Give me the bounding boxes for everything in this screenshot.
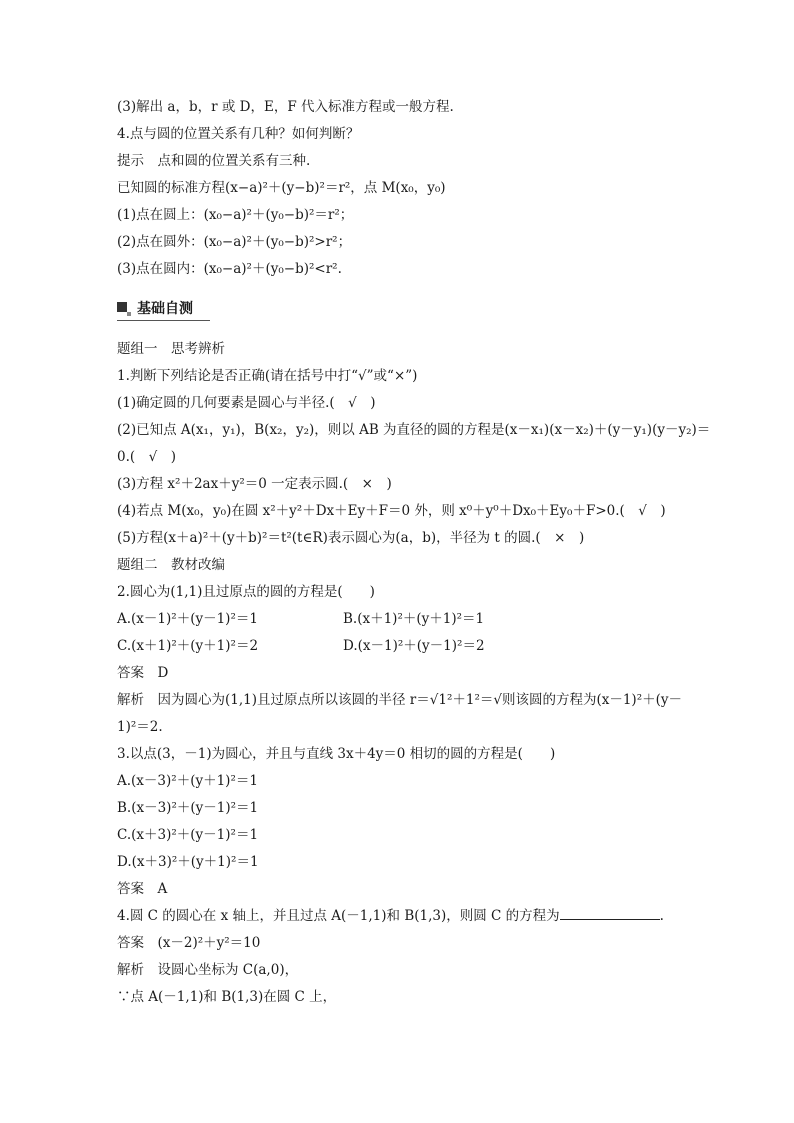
- text-line: 3.以点(3，－1)为圆心，并且与直线 3x＋4y＝0 相切的圆的方程是( ): [117, 746, 556, 762]
- option-item: C.(x＋1)²＋(y＋1)²＝2: [117, 638, 259, 654]
- text-line: (1)点在圆上：(x₀−a)²＋(y₀−b)²＝r²；: [117, 207, 354, 223]
- text-line: 4.点与圆的位置关系有几种？如何判断？: [117, 126, 360, 142]
- text-line: A.(x－3)²＋(y＋1)²＝1: [117, 773, 258, 789]
- question-4-text: 4.圆 C 的圆心在 x 轴上，并且过点 A(－1,1)和 B(1,3)，则圆 C 的方程为: [117, 908, 560, 924]
- text-line: (5)方程(x＋a)²＋(y＋b)²＝t²(t∈R)表示圆心为(a，b)，半径为 t 的圆.( × ): [117, 530, 585, 546]
- text-line: 解析 因为圆心为(1,1)且过原点所以该圆的半径 r＝√1²＋1²＝√则该圆的方程为(x－1)²＋(y－: [117, 692, 682, 708]
- text-line: 答案 A: [117, 881, 168, 897]
- text-line: (3)方程 x²＋2ax＋y²＝0 一定表示圆.( × ): [117, 476, 392, 492]
- text-line: (4)若点 M(x₀，y₀)在圆 x²＋y²＋Dx＋Ey＋F＝0 外，则 x⁰＋y⁰＋Dx₀＋Ey₀＋F>0.( √ ): [117, 503, 666, 519]
- text-line: 1)²＝2.: [117, 719, 163, 735]
- answer-blank: [560, 906, 660, 920]
- section-heading: [117, 296, 212, 322]
- text-line: D.(x＋3)²＋(y＋1)²＝1: [117, 854, 259, 870]
- text-line: 1.判断下列结论是否正确(请在括号中打“√”或“×”): [117, 368, 418, 384]
- section-heading-underline: [117, 320, 210, 321]
- text-line: (2)点在圆外：(x₀−a)²＋(y₀−b)²>r²；: [117, 234, 352, 250]
- question-4-period: .: [659, 908, 664, 924]
- text-line: (1)确定圆的几何要素是圆心与半径.( √ ): [117, 395, 376, 411]
- text-line: (3)点在圆内：(x₀−a)²＋(y₀−b)²<r².: [117, 261, 342, 277]
- text-line: (2)已知点 A(x₁，y₁)，B(x₂，y₂)，则以 AB 为直径的圆的方程是(x－x₁)(x－x₂)＋(y－y₁)(y－y₂)＝: [117, 422, 711, 438]
- text-line: 答案 D: [117, 665, 169, 681]
- text-line: (3)解出 a，b，r 或 D，E，F 代入标准方程或一般方程.: [117, 99, 454, 115]
- text-line: ∵点 A(－1,1)和 B(1,3)在圆 C 上，: [117, 989, 337, 1005]
- text-line: B.(x－3)²＋(y－1)²＝1: [117, 800, 259, 816]
- text-line: 已知圆的标准方程(x−a)²＋(y−b)²＝r²，点 M(x₀，y₀): [117, 180, 446, 196]
- text-line: 提示 点和圆的位置关系有三种.: [117, 153, 311, 169]
- text-line: 2.圆心为(1,1)且过原点的圆的方程是( ): [117, 584, 375, 600]
- option-item: B.(x＋1)²＋(y＋1)²＝1: [343, 611, 485, 627]
- option-item: A.(x－1)²＋(y－1)²＝1: [117, 611, 258, 627]
- text-line: 解析 设圆心坐标为 C(a,0)，: [117, 962, 299, 978]
- text-line: 题组一 思考辨析: [117, 341, 225, 357]
- question-4: [117, 906, 677, 926]
- section-heading-title: 基础自测: [137, 301, 193, 317]
- text-line: 0.( √ ): [117, 449, 177, 465]
- option-item: D.(x－1)²＋(y－1)²＝2: [343, 638, 485, 654]
- square-bullet-icon: [117, 302, 131, 316]
- text-line: C.(x＋3)²＋(y－1)²＝1: [117, 827, 259, 843]
- text-line: 答案 (x－2)²＋y²＝10: [117, 935, 261, 951]
- text-line: 题组二 教材改编: [117, 557, 225, 573]
